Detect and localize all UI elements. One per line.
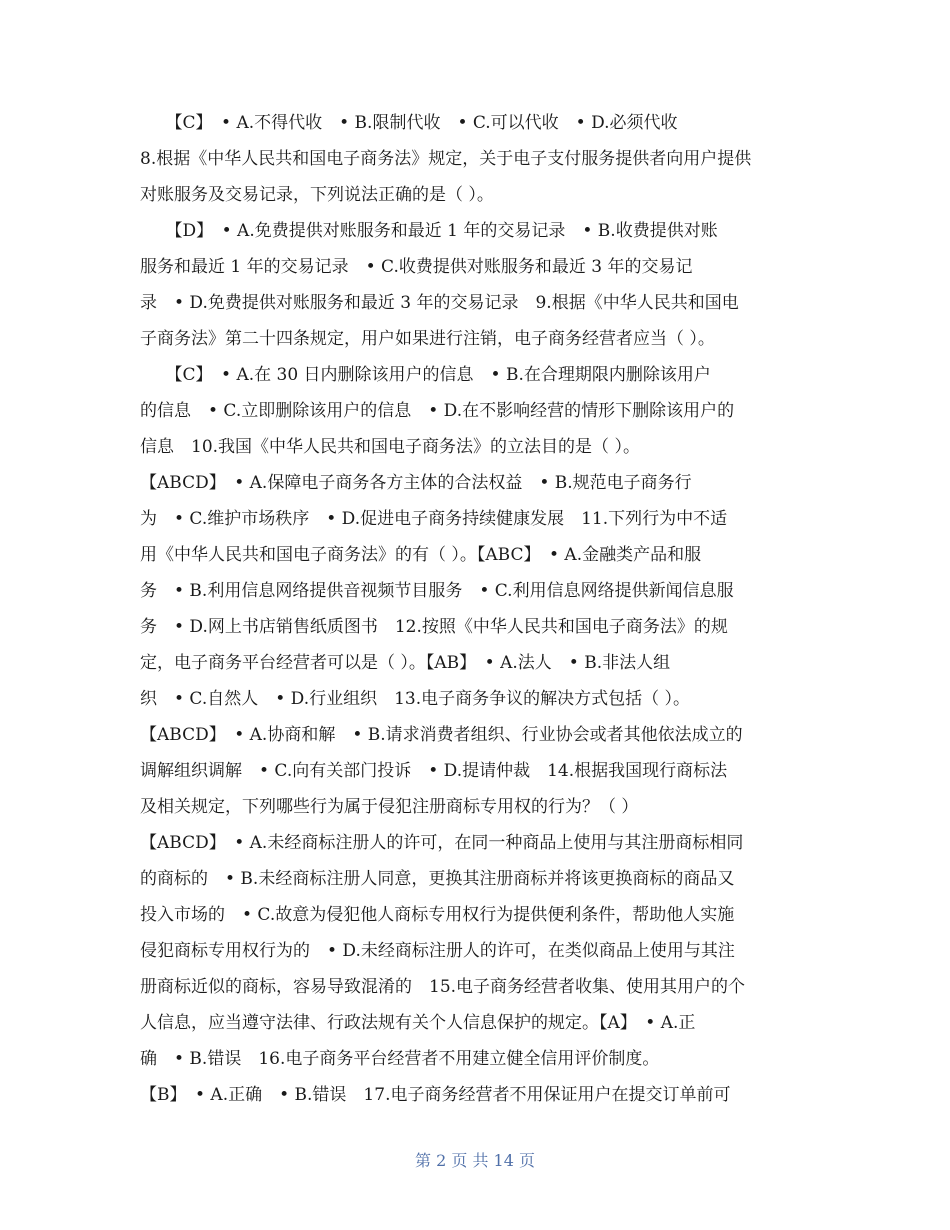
text-line: 信息 10.我国《中华人民共和国电子商务法》的立法目的是（ ）。 xyxy=(140,437,640,457)
text-line: 【ABCD】 • A.协商和解 • B.请求消费者组织、行业协会或者其他依法成立的 xyxy=(140,725,743,745)
text-line: 务 • D.网上书店销售纸质图书 12.按照《中华人民共和国电子商务法》的规 xyxy=(140,617,728,637)
page-number-footer: 第 2 页 共 14 页 xyxy=(415,1151,535,1170)
text-line: 调解组织调解 • C.向有关部门投诉 • D.提请仲裁 14.根据我国现行商标法 xyxy=(140,761,728,781)
text-line: 8.根据《中华人民共和国电子商务法》规定，关于电子支付服务提供者向用户提供 xyxy=(140,149,752,169)
text-line: 【C】 • A.不得代收 • B.限制代收 • C.可以代收 • D.必须代收 xyxy=(140,113,678,133)
text-line: 对账服务及交易记录，下列说法正确的是（ ）。 xyxy=(140,185,494,205)
document-body xyxy=(140,105,812,1113)
text-line: 服务和最近 1 年的交易记录 • C.收费提供对账服务和最近 3 年的交易记 xyxy=(140,257,693,277)
text-line: 用《中华人民共和国电子商务法》的有（ ）。【ABC】 • A.金融类产品和服 xyxy=(140,545,702,565)
text-line: 确 • B.错误 16.电子商务平台经营者不用建立健全信用评价制度。 xyxy=(140,1049,660,1069)
text-line: 为 • C.维护市场秩序 • D.促进电子商务持续健康发展 11.下列行为中不适 xyxy=(140,509,728,529)
text-line: 【D】 • A.免费提供对账服务和最近 1 年的交易记录 • B.收费提供对账 xyxy=(140,221,718,241)
text-line: 投入市场的 • C.故意为侵犯他人商标专用权行为提供便利条件，帮助他人实施 xyxy=(140,905,735,925)
text-line: 【C】 • A.在 30 日内删除该用户的信息 • B.在合理期限内删除该用户 xyxy=(140,365,711,385)
text-line: 织 • C.自然人 • D.行业组织 13.电子商务争议的解决方式包括（ ）。 xyxy=(140,689,691,709)
text-line: 及相关规定，下列哪些行为属于侵犯注册商标专用权的行为？（ ） xyxy=(140,797,639,817)
text-line: 【ABCD】 • A.未经商标注册人的许可，在同一种商品上使用与其注册商标相同 xyxy=(140,833,744,853)
text-line: 册商标近似的商标，容易导致混淆的 15.电子商务经营者收集、使用其用户的个 xyxy=(140,977,746,997)
text-line: 【ABCD】 • A.保障电子商务各方主体的合法权益 • B.规范电子商务行 xyxy=(140,473,692,493)
text-line: 的信息 • C.立即删除该用户的信息 • D.在不影响经营的情形下删除该用户的 xyxy=(140,401,735,421)
text-line: 录 • D.免费提供对账服务和最近 3 年的交易记录 9.根据《中华人民共和国电 xyxy=(140,293,739,313)
text-line: 的商标的 • B.未经商标注册人同意，更换其注册商标并将该更换商标的商品又 xyxy=(140,869,735,889)
text-line: 子商务法》第二十四条规定，用户如果进行注销，电子商务经营者应当（ ）。 xyxy=(140,329,715,349)
text-line: 【B】 • A.正确 • B.错误 17.电子商务经营者不用保证用户在提交订单前可 xyxy=(140,1085,731,1105)
text-line: 务 • B.利用信息网络提供音视频节目服务 • C.利用信息网络提供新闻信息服 xyxy=(140,581,734,601)
text-line: 侵犯商标专用权行为的 • D.未经商标注册人的许可，在类似商品上使用与其注 xyxy=(140,941,735,961)
text-line: 定，电子商务平台经营者可以是（ ）。【AB】 • A.法人 • B.非法人组 xyxy=(140,653,671,673)
text-line: 人信息，应当遵守法律、行政法规有关个人信息保护的规定。【A】 • A.正 xyxy=(140,1013,696,1033)
